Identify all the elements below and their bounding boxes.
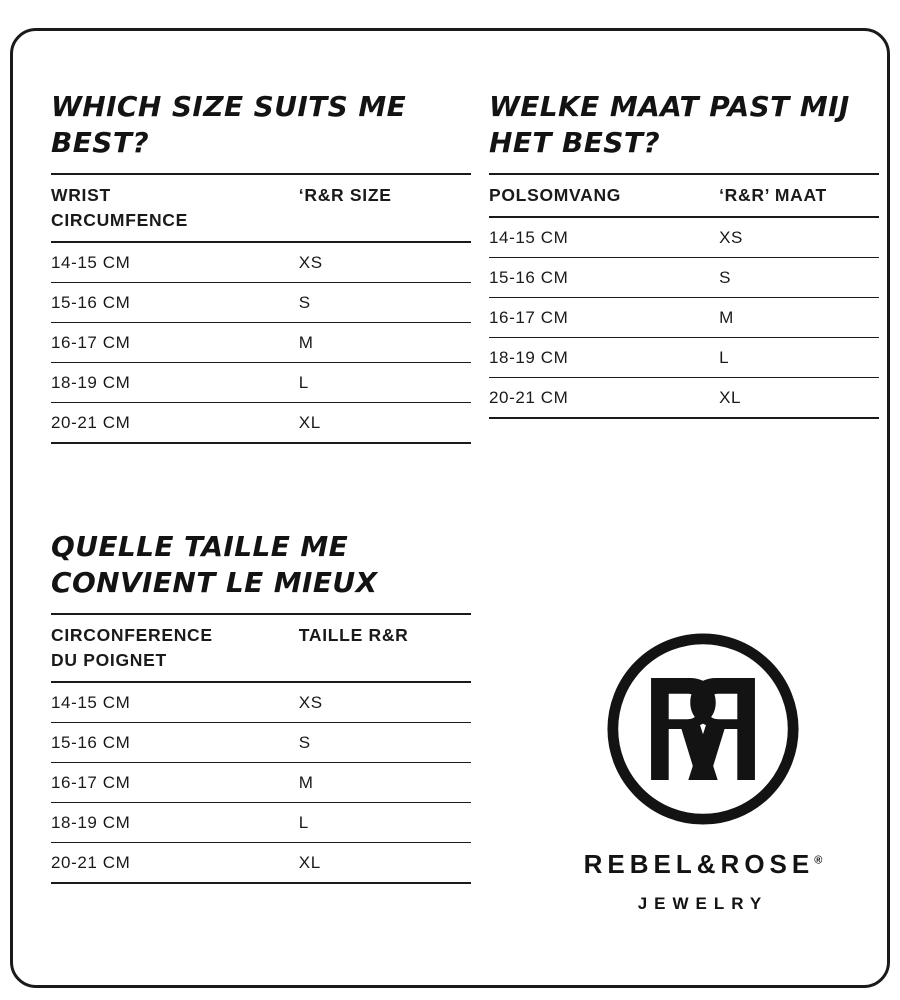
panel-title-french: QUELLE TAILLE ME CONVIENT LE MIEUX — [51, 530, 378, 599]
table-header-row — [51, 174, 471, 243]
table-row — [51, 682, 471, 723]
table-row — [489, 258, 879, 298]
cell-size: XL — [299, 843, 471, 884]
cell-size: M — [719, 298, 879, 338]
cell-size: S — [299, 283, 471, 323]
cell-measure: 16-17 CM — [51, 763, 299, 803]
cell-measure: 18-19 CM — [51, 363, 299, 403]
brand-logo-panel — [513, 631, 893, 914]
column-header-rr-size — [299, 174, 471, 243]
logo-wrap — [513, 631, 893, 914]
cell-measure: 14-15 CM — [51, 242, 299, 283]
cell-size: L — [299, 803, 471, 843]
table-row — [51, 843, 471, 884]
size-table-french — [51, 613, 471, 885]
column-header-circonference-poignet — [51, 614, 299, 683]
column-header-line-1: WRIST — [51, 184, 111, 205]
size-guide-card — [10, 28, 890, 988]
column-header-line-1: TAILLE R&R — [298, 624, 409, 645]
column-header-taille-rr — [299, 614, 471, 683]
cell-size: M — [299, 763, 471, 803]
cell-measure: 16-17 CM — [51, 323, 299, 363]
column-header-line-2: CIRCUMFENCE — [51, 210, 189, 231]
cell-size: XL — [299, 403, 471, 444]
panel-title-dutch: WELKE MAAT PAST MIJ HET BEST? — [489, 90, 850, 159]
cell-size: L — [719, 338, 879, 378]
column-header-line-1: ‘R&R SIZE — [298, 184, 392, 205]
column-header-rr-maat — [719, 174, 879, 217]
size-table-panel-english — [51, 89, 471, 444]
column-header-line-1: POLSOMVANG — [489, 184, 622, 205]
size-table-panel-french — [51, 529, 471, 884]
cell-measure: 14-15 CM — [489, 217, 719, 258]
cell-measure: 16-17 CM — [489, 298, 719, 338]
size-guide-grid — [43, 61, 857, 985]
table-row — [51, 723, 471, 763]
cell-size: M — [299, 323, 471, 363]
brand-tagline: JEWELRY — [637, 894, 769, 913]
table-row — [51, 403, 471, 444]
table-row — [489, 378, 879, 419]
table-header-row — [489, 174, 879, 217]
table-row — [51, 242, 471, 283]
cell-measure: 20-21 CM — [489, 378, 719, 419]
table-row — [489, 298, 879, 338]
registered-trademark-symbol: ® — [814, 854, 823, 867]
table-row — [51, 763, 471, 803]
size-table-panel-dutch — [489, 89, 879, 419]
column-header-line-1: CIRCONFERENCE — [51, 624, 213, 645]
table-row — [489, 338, 879, 378]
brand-wordmark — [584, 849, 823, 880]
cell-measure: 18-19 CM — [51, 803, 299, 843]
cell-size: XS — [299, 682, 471, 723]
table-row — [51, 323, 471, 363]
brand-name: REBEL&ROSE — [583, 849, 815, 879]
table-row — [51, 283, 471, 323]
cell-measure: 20-21 CM — [51, 403, 299, 444]
column-header-polsomvang — [489, 174, 719, 217]
rebel-rose-monogram-icon — [605, 631, 801, 827]
cell-size: L — [299, 363, 471, 403]
cell-measure: 20-21 CM — [51, 843, 299, 884]
table-row — [489, 217, 879, 258]
cell-size: XS — [719, 217, 879, 258]
cell-measure: 15-16 CM — [51, 723, 299, 763]
table-row — [51, 363, 471, 403]
column-header-line-1: ‘R&R’ MAAT — [719, 184, 827, 205]
column-header-wrist-circumference — [51, 174, 299, 243]
cell-measure: 15-16 CM — [51, 283, 299, 323]
table-row — [51, 803, 471, 843]
size-table-english — [51, 173, 471, 445]
cell-size: S — [299, 723, 471, 763]
cell-measure: 18-19 CM — [489, 338, 719, 378]
cell-size: S — [719, 258, 879, 298]
panel-title-english: WHICH SIZE SUITS ME BEST? — [51, 90, 407, 159]
size-table-dutch — [489, 173, 879, 419]
cell-size: XS — [299, 242, 471, 283]
column-header-line-2: DU POIGNET — [51, 650, 167, 671]
cell-size: XL — [719, 378, 879, 419]
table-header-row — [51, 614, 471, 683]
cell-measure: 15-16 CM — [489, 258, 719, 298]
cell-measure: 14-15 CM — [51, 682, 299, 723]
